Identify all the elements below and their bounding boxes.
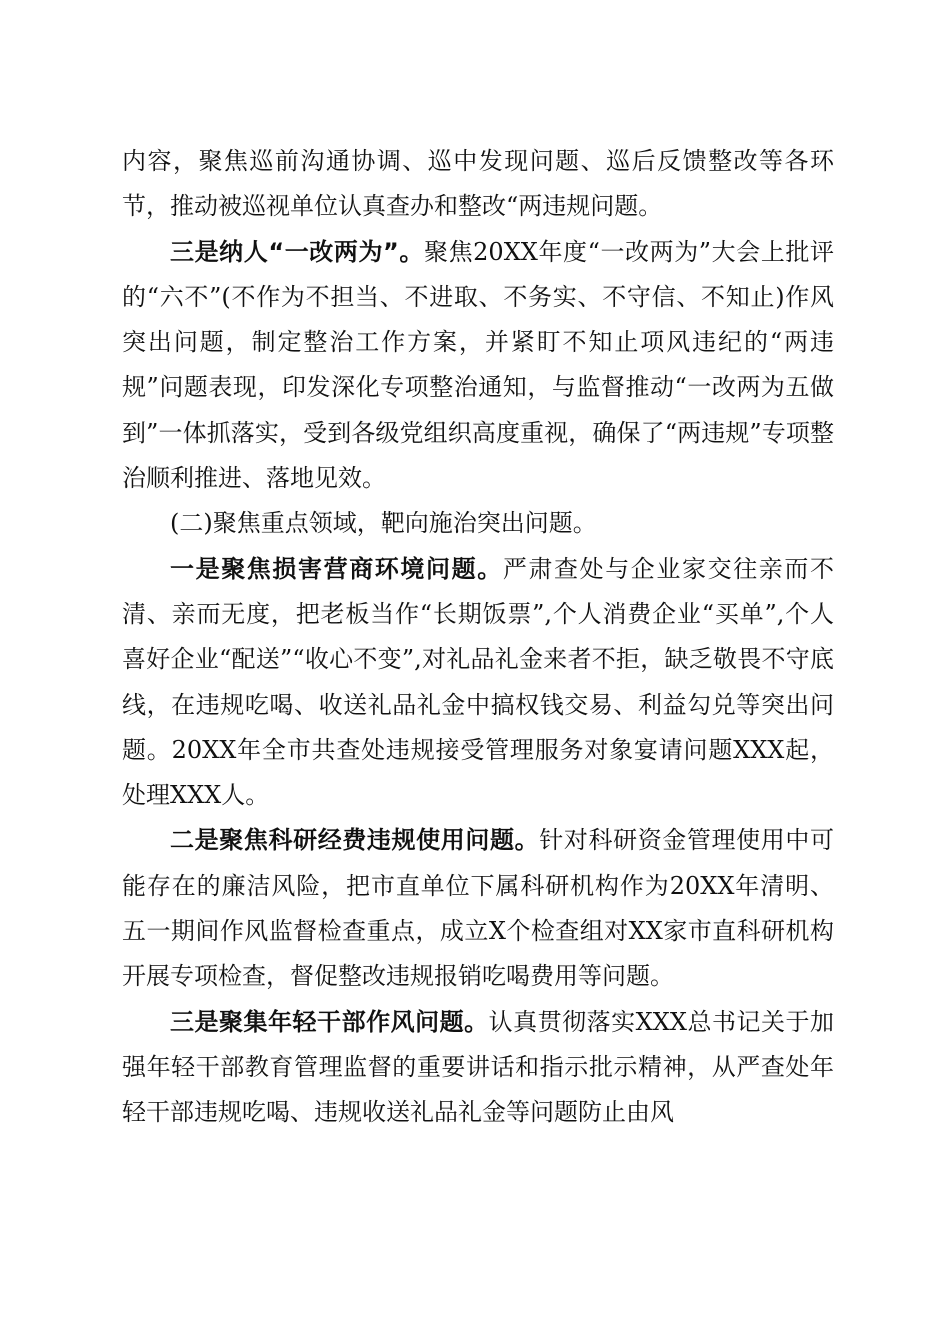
paragraph-lead: 三是纳人“一改两为”。 — [170, 237, 424, 266]
paragraph-text: 针对科研资金管理使用中可能存在的廉洁风险，把市直单位下属科研机构作为20XX年清明、五一期间作风监督检查重点，成立X个检查组对XX家市直科研机构开展专项检查，督促整改违规报销吃喝费用等问题。 — [122, 826, 835, 991]
section-heading — [122, 501, 834, 546]
paragraph-text: 严肃查处与企业家交往亲而不清、亲而无度，把老板当作“长期饭票”,个人消费企业“买单”,个人喜好企业“配送”“收心不变”,对礼品礼金来者不拒，缺乏敬畏不守底线，在违规吃喝、收送礼品礼金中搞权钱交易、利益勾兑等突出问题。20XX年全市共查处违规接受管理服务对象宴请问题XXX起，处理XXX人。 — [122, 554, 835, 810]
paragraph-business-environment — [122, 547, 834, 819]
paragraph-lead: 二是聚焦科研经费违规使用问题。 — [170, 826, 540, 855]
paragraph-text: 认真贯彻落实XXX总书记关于加强年轻干部教育管理监督的重要讲话和指示批示精神，从严查处年轻干部违规吃喝、违规收送礼品礼金等问题防止由风 — [122, 1007, 834, 1127]
paragraph-lead: 三是聚集年轻干部作风问题。 — [170, 1007, 489, 1036]
paragraph-research-funds — [122, 818, 834, 999]
paragraph-text: 聚焦20XX年度“一改两为”大会上批评的“六不”(不作为不担当、不进取、不务实、不守信、不知止)作风突出问题，制定整治工作方案，并紧盯不知止项风违纪的“两违规”问题表现，印发深化专项整治通知，与监督推动“一改两为五做到”一体抓落实，受到各级党组织高度重视，确保了“两违规”专项整治顺利推进、落地见效。 — [122, 237, 835, 493]
paragraph-lead: 一是聚焦损害营商环境问题。 — [170, 554, 503, 583]
paragraph-yigai-liangwei — [122, 230, 834, 502]
paragraph-young-cadres — [122, 1000, 834, 1136]
document-body — [122, 139, 834, 1136]
paragraph-text: 内容，聚焦巡前沟通协调、巡中发现问题、巡后反馈整改等各环节，推动被巡视单位认真查办和整改“两违规问题。 — [122, 147, 834, 221]
paragraph-continuation — [122, 139, 834, 230]
section-heading-text: (二)聚焦重点领域，靶向施治突出问题。 — [170, 509, 597, 538]
